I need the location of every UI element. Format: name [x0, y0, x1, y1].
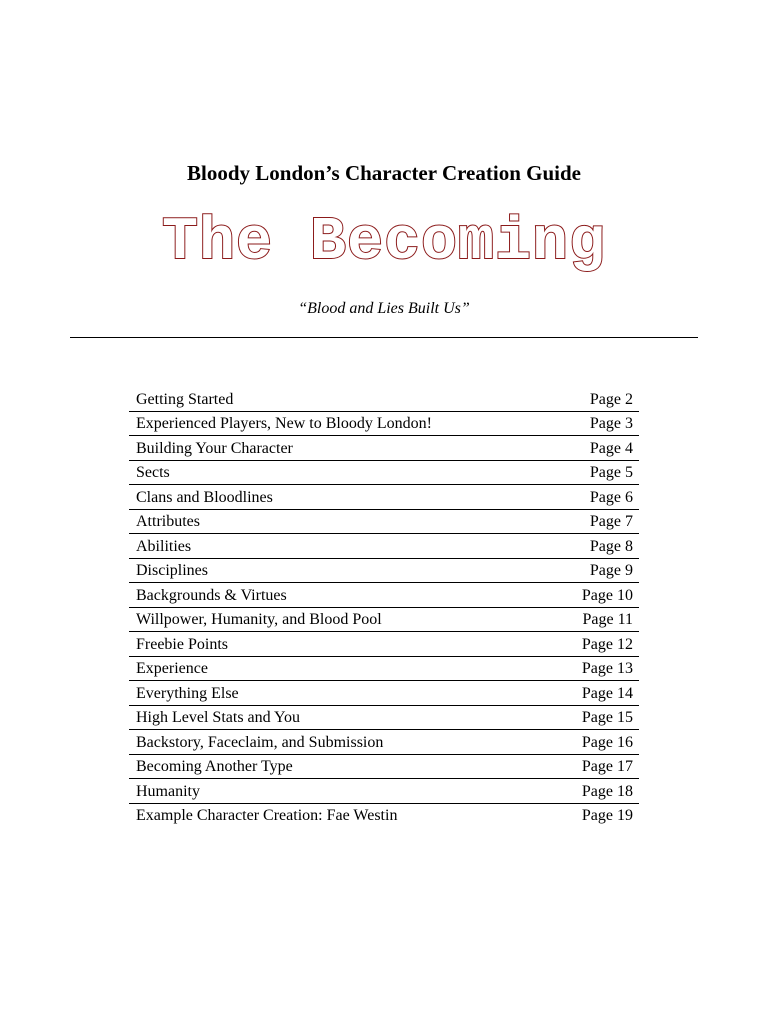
toc-entry-label: Sects: [136, 464, 170, 481]
toc-page-number: Page 12: [581, 635, 633, 653]
toc-entry-label: Getting Started: [136, 390, 234, 408]
toc-row[interactable]: [129, 632, 639, 657]
toc-page-number: Page 8: [589, 537, 633, 555]
toc-page-number: Page 13: [581, 660, 633, 677]
toc-row[interactable]: [129, 436, 639, 461]
toc-row[interactable]: [129, 804, 639, 828]
toc-entry-label: Willpower, Humanity, and Blood Pool: [136, 611, 382, 628]
toc-row[interactable]: [129, 412, 639, 437]
toc-entry-label: Becoming Another Type: [136, 758, 293, 775]
toc-page-number: Page 15: [581, 709, 633, 726]
horizontal-divider: [70, 337, 698, 338]
toc-page-number: Page 19: [581, 807, 633, 824]
toc-page-number: Page 11: [582, 611, 633, 628]
toc-page-number: Page 9: [589, 562, 633, 579]
toc-row[interactable]: [129, 534, 639, 559]
toc-row[interactable]: [129, 608, 639, 633]
toc-entry-label: Backstory, Faceclaim, and Submission: [136, 733, 384, 751]
toc-entry-label: Experienced Players, New to Bloody London!: [136, 415, 432, 432]
toc-row[interactable]: [129, 657, 639, 682]
toc-row[interactable]: [129, 779, 639, 804]
toc-entry-label: Experience: [136, 660, 208, 677]
toc-page-number: Page 17: [581, 758, 633, 775]
toc-row[interactable]: [129, 387, 639, 412]
document-title: Bloody London’s Character Creation Guide: [187, 161, 581, 185]
table-of-contents: [129, 387, 639, 827]
toc-row[interactable]: [129, 755, 639, 780]
toc-row[interactable]: [129, 583, 639, 608]
toc-entry-label: Attributes: [136, 513, 200, 530]
toc-entry-label: Backgrounds & Virtues: [136, 586, 287, 604]
toc-entry-label: High Level Stats and You: [136, 709, 300, 726]
toc-page-number: Page 18: [581, 782, 633, 800]
toc-row[interactable]: [129, 559, 639, 584]
toc-row[interactable]: [129, 730, 639, 755]
toc-page-number: Page 4: [589, 439, 633, 457]
toc-row[interactable]: [129, 485, 639, 510]
tagline: “Blood and Lies Built Us”: [298, 300, 470, 317]
toc-entry-label: Freebie Points: [136, 635, 228, 653]
toc-entry-label: Disciplines: [136, 562, 208, 579]
toc-row[interactable]: [129, 510, 639, 535]
toc-page-number: Page 5: [589, 464, 633, 481]
toc-entry-label: Everything Else: [136, 684, 239, 702]
toc-page-number: Page 6: [589, 488, 633, 506]
toc-entry-label: Example Character Creation: Fae Westin: [136, 807, 398, 824]
toc-entry-label: Building Your Character: [136, 439, 293, 457]
toc-page-number: Page 16: [581, 733, 633, 751]
toc-entry-label: Clans and Bloodlines: [136, 488, 273, 506]
logo-wordmark: The Becoming: [161, 209, 607, 277]
toc-row[interactable]: [129, 706, 639, 731]
toc-page-number: Page 7: [589, 513, 633, 530]
toc-entry-label: Humanity: [136, 782, 200, 800]
toc-page-number: Page 10: [581, 586, 633, 604]
toc-page-number: Page 3: [589, 415, 633, 432]
toc-page-number: Page 14: [581, 684, 633, 702]
toc-row[interactable]: [129, 461, 639, 486]
toc-page-number: Page 2: [589, 390, 633, 408]
toc-entry-label: Abilities: [136, 537, 192, 555]
toc-row[interactable]: [129, 681, 639, 706]
